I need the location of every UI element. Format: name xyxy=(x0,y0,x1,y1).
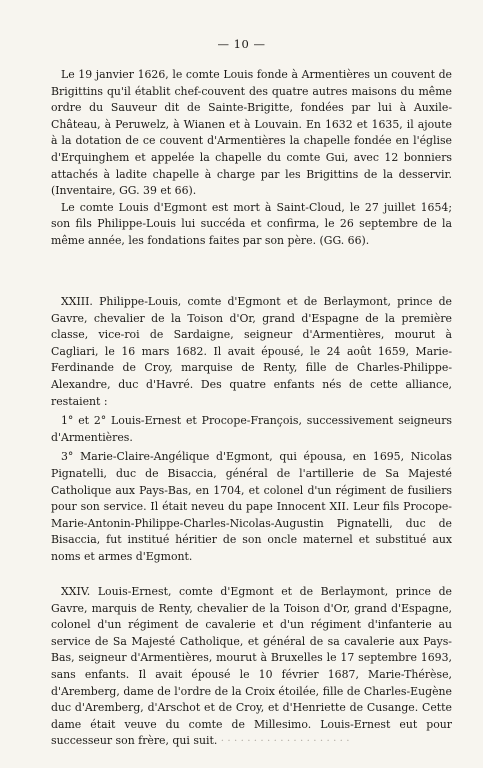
paragraph-marie-claire: 3° Marie-Claire-Angélique d'Egmont, qui épousa, en 1695, Nicolas Pignatelli, duc de Bisaccia, général de l'artillerie de Sa Majesté Catholique aux Pays-Bas, en 1704, et colonel d'un régiment de fusiliers pour son service. Il était neveu du pape Innocent XII. Leur fils Procope-Marie-Antonin-Philippe-Charles-Nicolas-Augustin Pignatelli, duc de Bisaccia, fut institué héritier de son oncle maternel et substitué aux noms et armes d'Egmont. xyxy=(51,450,452,563)
faint-tail-text: · · · · · · · · · · · · · · · · · · · · xyxy=(220,735,350,748)
text-block-1 xyxy=(51,67,452,250)
page-number: — 10 — xyxy=(217,37,266,51)
paragraph-louis-ernest xyxy=(51,584,452,750)
text-block-3 xyxy=(51,584,452,750)
text-block-2 xyxy=(51,294,452,566)
paragraph-philippe-louis: XXIII. Philippe-Louis, comte d'Egmont et de Berlaymont, prince de Gavre, chevalier de la Toison d'Or, grand d'Espagne de la première classe, vice-roi de Sardaigne, seigneur d'Armentières, mourut à Cagliari, le 16 mars 1682. Il avait épousé, le 24 août 1659, Marie-Ferdinande de Croy, marquise de Renty, fille de Charles-Philippe-Alexandre, duc d'Havré. Des quatre enfants nés de cette alliance, restaient : xyxy=(51,295,452,408)
paragraph-brigittins: Le 19 janvier 1626, le comte Louis fonde à Armentières un couvent de Brigittins qu'il établit chef-couvent des quatre autres maisons du même ordre du Sauveur dit de Sainte-Brigitte, fondées par lui à Auxile-Château, à Peruwelz, à Wianen et à Louvain. En 1632 et 1635, il ajoute à la dotation de ce couvent d'Armentières la chapelle fondée en l'église d'Erquinghem et appelée la chapelle du comte Gui, avec 12 bonniers attachés à ladite chapelle à charge par les Brigittins de la desservir. (Inventaire, GG. 39 et 66). xyxy=(51,68,452,198)
paragraph-children: 1° et 2° Louis-Ernest et Procope-François, successivement seigneurs d'Armentières. xyxy=(51,414,452,444)
paragraph-louis-ernest-text: XXIV. Louis-Ernest, comte d'Egmont et de Berlaymont, prince de Gavre, marquis de Renty, chevalier de la Toison d'Or, grand d'Espagne, colonel d'un régiment de cavalerie et d'un régiment d'infanterie au service de Sa Majesté Catholique, et général de sa cavalerie aux Pays-Bas, seigneur d'Armentières, mourut à Bruxelles le 17 septembre 1693, sans enfants. Il avait épousé le 10 février 1687, Marie-Thérèse, d'Aremberg, dame de l'ordre de la Croix étoilée, fille de Charles-Eugène duc d'Aremberg, d'Arschot et de Croy, et d'Henriette de Cusange. Cette dame était veuve du comte de Millesimo. Louis-Ernest eut pour successeur son frère, qui suit. xyxy=(51,585,452,748)
paragraph-death-louis: Le comte Louis d'Egmont est mort à Saint-Cloud, le 27 juillet 1654; son fils Philippe-Louis lui succéda et confirma, le 26 septembre de la même année, les fondations faites par son père. (GG. 66). xyxy=(51,200,452,247)
